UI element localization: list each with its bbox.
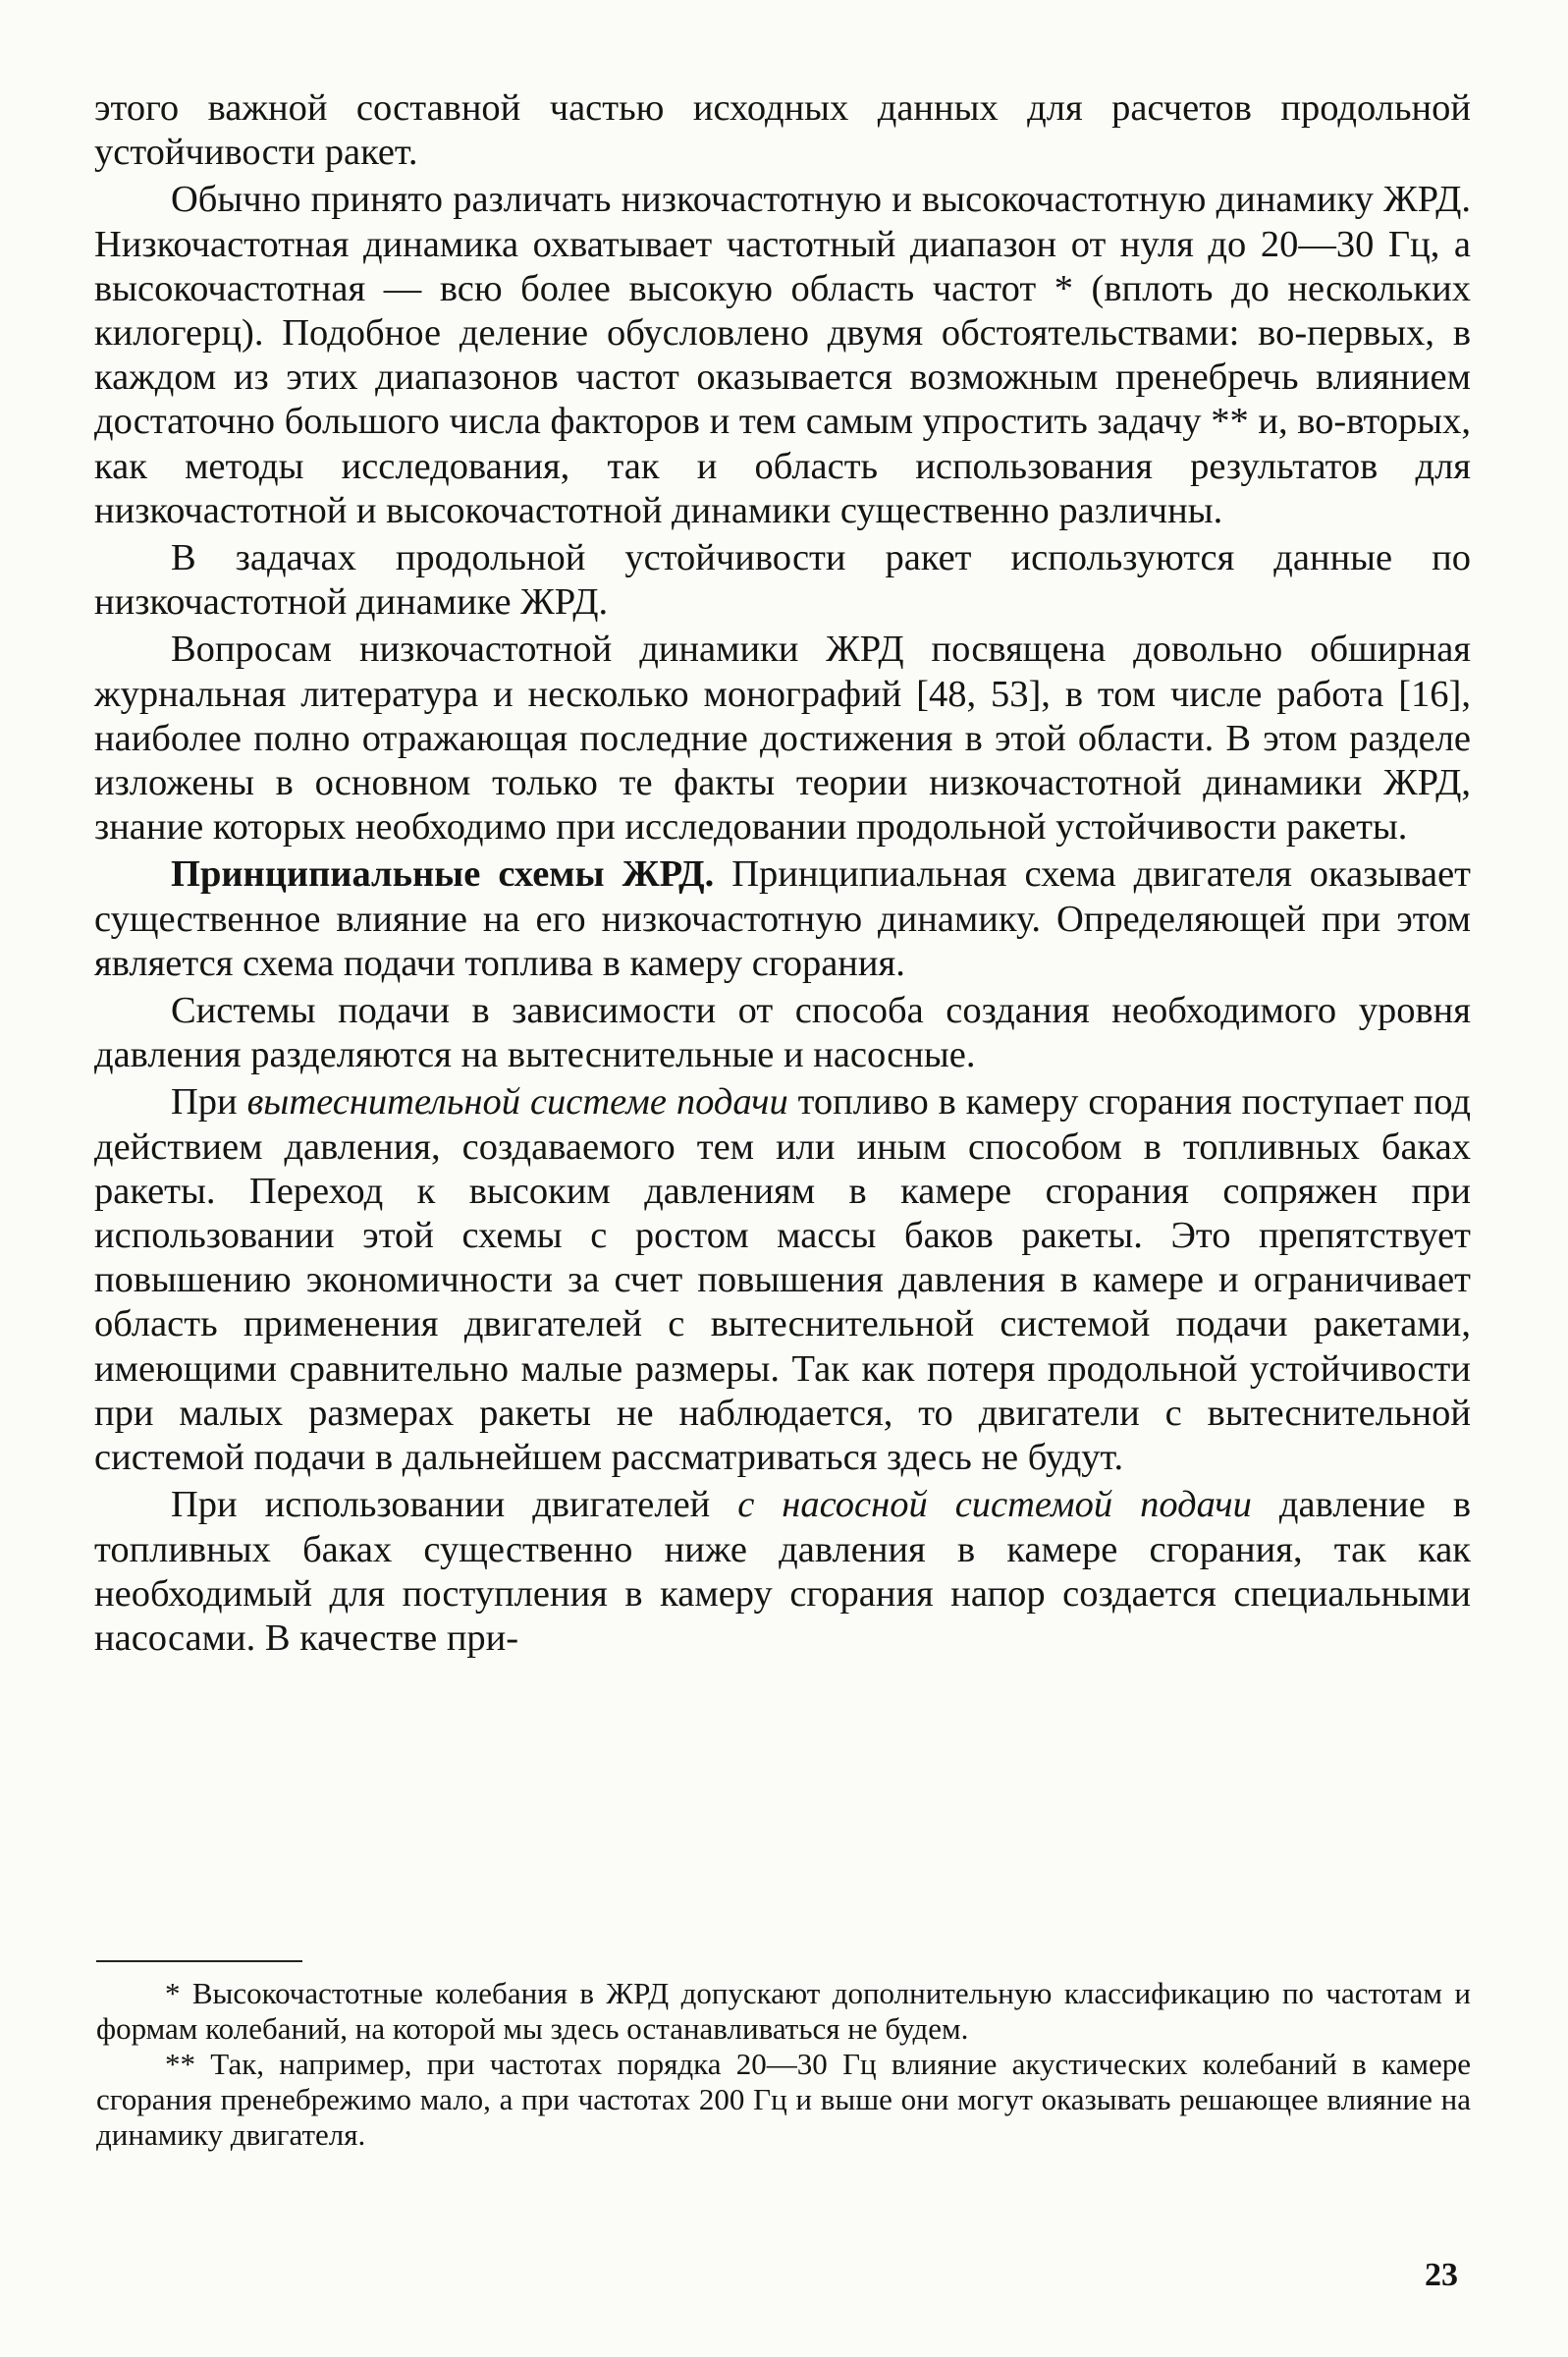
paragraph [94,86,1471,175]
paragraph [94,989,1471,1077]
paragraph [94,628,1471,850]
paragraph-text: этого важной составной частью исходных данных для расчетов продольной устойчивости ракет. [94,87,1471,174]
paragraph [94,178,1471,533]
paragraph-text: Вопросам низкочастотной динамики ЖРД посвящена довольно обширная журнальная литература и несколько монографий [48, 53], в том числе работа [16], наиболее полно отражающая последние достижения в этой области. В этом разделе изложены в основном только те факты теории низкочастотной динамики ЖРД, знание которых необходимо при исследовании продольной устойчивости ракеты. [94,629,1471,849]
run-in-heading: Принципиальные схемы ЖРД. [171,853,715,896]
main-text [94,86,1471,1664]
footnote: * Высокочастотные колебания в ЖРД допускают дополнительную классификацию по частотам и формам колебаний, на которой мы здесь останавливаться не будем. [96,1976,1471,2046]
page-number: 23 [1425,2257,1458,2293]
footnote: ** Так, например, при частотах порядка 20—30 Гц влияние акустических колебаний в камере сгорания пренебрежимо мало, а при частотах 200 Гц и выше они могут оказывать решающее влияние на динамику двигателя. [96,2047,1471,2152]
paragraph-text: Системы подачи в зависимости от способа создания необходимого уровня давления разделяются на вытеснительные и насосные. [94,990,1471,1076]
paragraph [94,1080,1471,1480]
paragraph-text: давление в топливных баках существенно ниже давления в камере сгорания, так как необходимый для поступления в камеру сгорания напор создается специальными насосами. В качестве при- [94,1484,1472,1659]
footnotes [96,1976,1471,2153]
paragraph-text: топливо в камеру сгорания поступает под действием давления, создаваемого тем или иным способом в топливных баках ракеты. Переход к высоким давлениям в камере сгорания сопряжен при использовании этой схемы с ростом массы баков ракеты. Это препятствует повышению экономичности за счет повышения давления в камере и ограничивает область применения двигателей с вытеснительной системой подачи ракетами, имеющими сравнительно малые размеры. Так как потеря продольной устойчивости при малых размерах ракеты не наблюдается, то двигатели с вытеснительной системой подачи в дальнейшем рассматриваться здесь не будут. [94,1081,1471,1479]
paragraph [94,1483,1471,1661]
paragraph-text: Обычно принято различать низкочастотную и высокочастотную динамику ЖРД. Низкочастотная динамика охватывает частотный диапазон от нуля до 20—30 Гц, а высокочастотная — всю более высокую область частот * (вплоть до нескольких килогерц). Подобное деление обусловлено двумя обстоятельствами: во-первых, в каждом из этих диапазонов частот оказывается возможным пренебречь влиянием достаточно большого числа факторов и тем самым упростить задачу ** и, во-вторых, как методы исследования, так и область использования результатов для низкочастотной и высокочастотной динамики существенно различны. [94,179,1471,531]
paragraph [94,536,1471,625]
paragraph-text: При использовании двигателей [171,1484,738,1526]
footnote-divider [96,1960,302,1962]
paragraph-text: При [171,1081,247,1124]
italic-term: с насосной системой подачи [737,1484,1252,1526]
paragraph-text: Принципиальная схема двигателя оказывает существенное влияние на его низкочастотную динамику. Определяющей при этом является схема подачи топлива в камеру сгорания. [94,853,1472,984]
paragraph-text: В задачах продольной устойчивости ракет используются данные по низкочастотной динамике ЖРД. [94,537,1471,624]
italic-term: вытеснительной системе подачи [246,1081,788,1124]
paragraph [94,852,1471,986]
